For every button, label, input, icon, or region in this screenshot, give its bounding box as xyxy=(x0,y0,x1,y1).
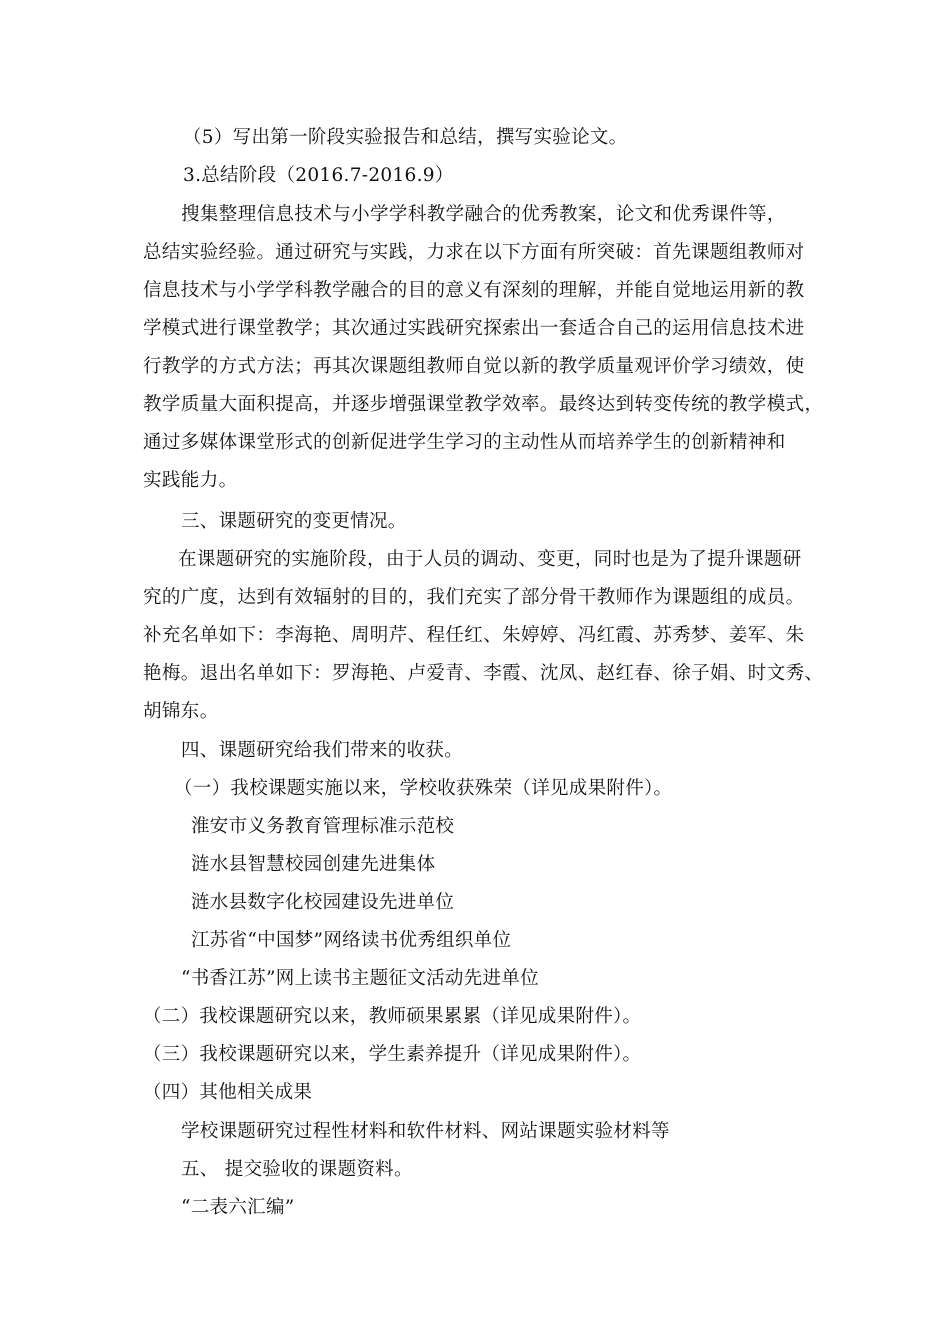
section3-heading: 三、课题研究的变更情况。 xyxy=(181,511,407,532)
stage3-paragraph-line: 学模式进行课堂教学；其次通过实践研究探索出一套适合自己的运用信息技术进 xyxy=(143,318,805,339)
honor-item: 涟水县智慧校园创建先进集体 xyxy=(191,854,436,875)
section3-paragraph-line: 胡锦东。 xyxy=(143,701,219,722)
section3-paragraph-line: 补充名单如下：李海艳、周明芹、程任红、朱婷婷、冯红霞、苏秀梦、姜军、朱 xyxy=(143,625,805,646)
section4-sub4: （四）其他相关成果 xyxy=(143,1082,313,1103)
section4-sub3: （三）我校课题研究以来，学生素养提升（详见成果附件）。 xyxy=(143,1044,642,1065)
honor-item: 淮安市义务教育管理标准示范校 xyxy=(191,816,455,837)
section3-paragraph-line: 在课题研究的实施阶段，由于人员的调动、变更，同时也是为了提升课题研 xyxy=(178,549,802,570)
stage3-paragraph-line: 搜集整理信息技术与小学学科教学融合的优秀教案，论文和优秀课件等， xyxy=(181,204,786,225)
honor-item: “书香江苏”网上读书主题征文活动先进单位 xyxy=(181,968,539,989)
stage3-paragraph-line: 实践能力。 xyxy=(143,470,238,491)
stage3-paragraph-line: 总结实验经验。通过研究与实践，力求在以下方面有所突破：首先课题组教师对 xyxy=(143,242,805,263)
section3-paragraph-line: 究的广度，达到有效辐射的目的，我们充实了部分骨干教师作为课题组的成员。 xyxy=(143,587,805,608)
step5-line: （5）写出第一阶段实验报告和总结，撰写实验论文。 xyxy=(183,127,628,148)
stage3-paragraph-line: 行教学的方式方法；再其次课题组教师自觉以新的教学质量观评价学习绩效，使 xyxy=(143,356,805,377)
section4-sub1: （一）我校课题实施以来，学校收获殊荣（详见成果附件）。 xyxy=(174,778,673,799)
section4-heading: 四、课题研究给我们带来的收获。 xyxy=(181,740,464,761)
stage3-paragraph-line: 通过多媒体课堂形式的创新促进学生学习的主动性从而培养学生的创新精神和 xyxy=(143,432,786,453)
section5-item: “二表六汇编” xyxy=(181,1197,295,1218)
honor-item: 涟水县数字化校园建设先进单位 xyxy=(191,892,455,913)
stage3-paragraph-line: 教学质量大面积提高，并逐步增强课堂教学效率。最终达到转变传统的教学模式， xyxy=(143,394,824,415)
section5-heading: 五、 提交验收的课题资料。 xyxy=(181,1159,413,1180)
section3-paragraph-line: 艳梅。退出名单如下：罗海艳、卢爱青、李霞、沈凤、赵红春、徐子娟、时文秀、 xyxy=(143,663,824,684)
stage3-heading: 3.总结阶段（2016.7-2016.9） xyxy=(183,165,454,186)
stage3-paragraph-line: 信息技术与小学学科教学融合的目的意义有深刻的理解，并能自觉地运用新的教 xyxy=(143,280,805,301)
section4-sub4-text: 学校课题研究过程性材料和软件材料、网站课题实验材料等 xyxy=(181,1121,670,1142)
section4-sub2: （二）我校课题研究以来，教师硕果累累（详见成果附件）。 xyxy=(143,1006,642,1027)
honor-item: 江苏省“中国梦”网络读书优秀组织单位 xyxy=(191,930,512,951)
